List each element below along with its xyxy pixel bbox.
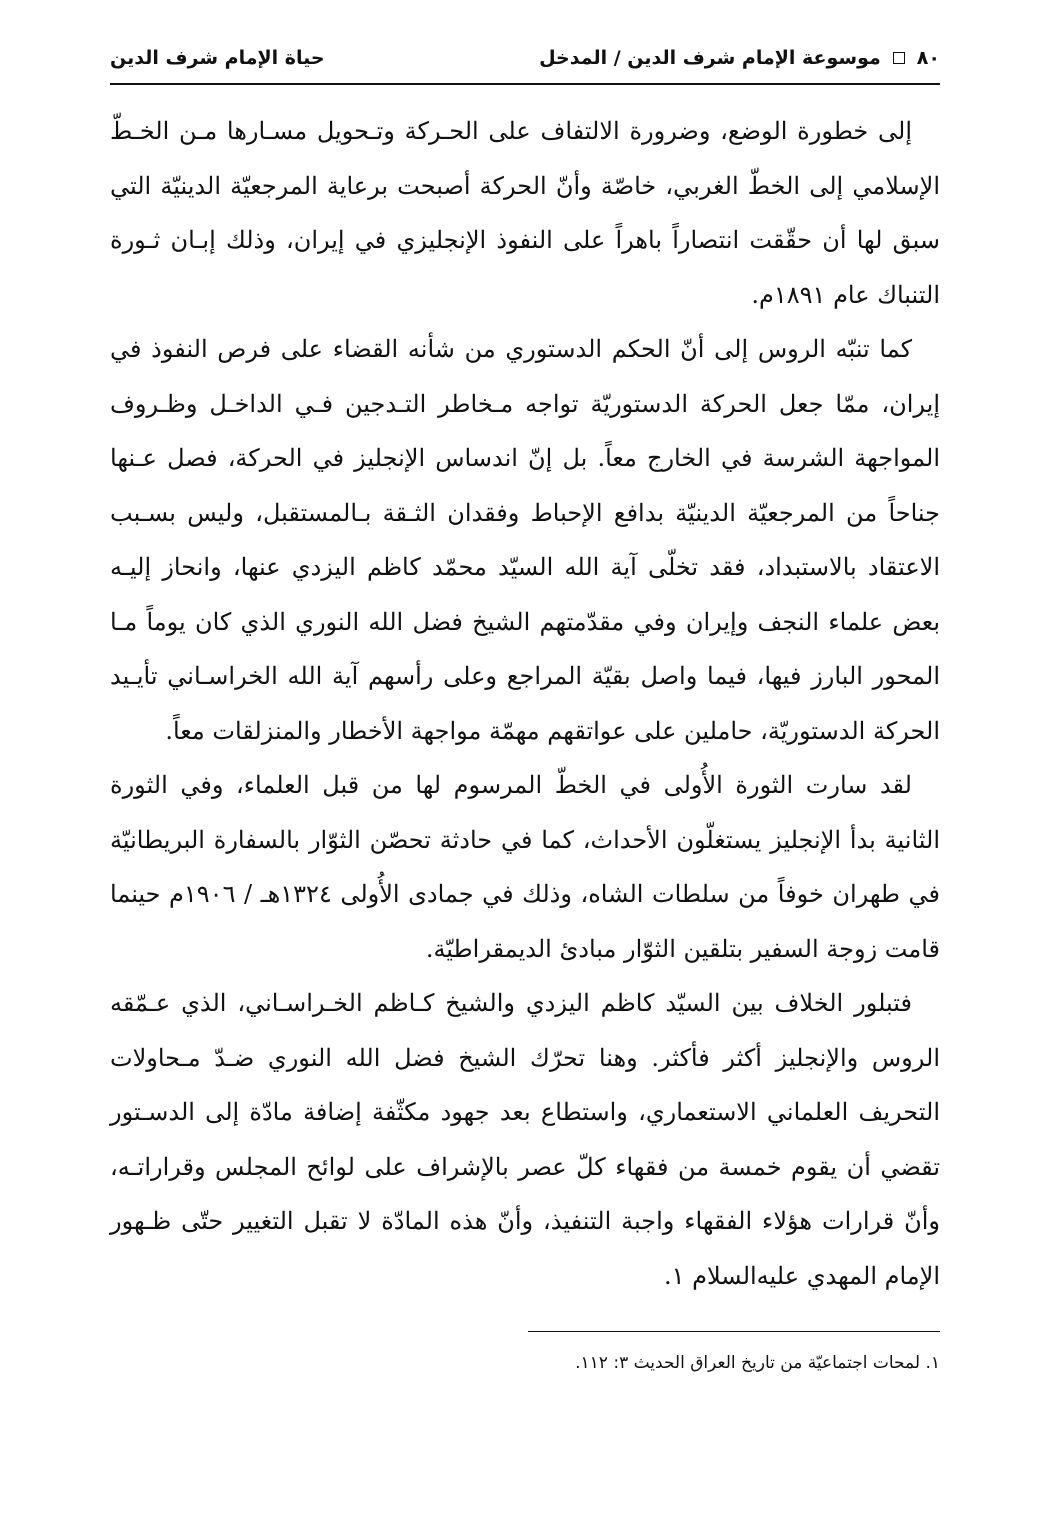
square-separator-icon bbox=[893, 52, 905, 64]
paragraph: لقد سارت الثورة الأُولى في الخطّ المرسوم لها من قبل العلماء، وفي الثورة الثانية بدأ الإنجليز يستغلّون الأحداث، كما في حادثة تحصّن الثوّار بالسفارة البريطانيّة في طهران خوفاً من سلطات الشاه، وذلك في جمادى الأُولى ١٣٢٤هـ / ١٩٠٦م حينما قامت زوجة السفير بتلقين الثوّار مبادئ الديمقراطيّة. bbox=[110, 771, 941, 963]
paragraph: إلى خطورة الوضع، وضرورة الالتفاف على الحـركة وتـحويل مسـارها مـن الخـطّ الإسلامي إلى الخطّ الغربي، خاصّة وأنّ الحركة أصبحت برعاية المرجعيّة الدينيّة التي سبق لها أن حقّقت انتصاراً باهراً على النفوذ الإنجليزي في إيران، وذلك إبـان ثـورة التنباك عام ١٨٩١م. bbox=[110, 117, 940, 309]
footnote-divider bbox=[528, 1331, 940, 1332]
running-header bbox=[110, 38, 940, 78]
main-text bbox=[110, 104, 940, 1303]
book-title: موسوعة الإمام شرف الدين / المدخل bbox=[539, 47, 881, 69]
footnote: ١. لمحات اجتماعيّة من تاريخ العراق الحديث ٣: ١١٢. bbox=[575, 1353, 940, 1373]
header-divider bbox=[110, 83, 940, 85]
header-book-info bbox=[539, 47, 940, 69]
section-title: حياة الإمام شرف الدين bbox=[110, 47, 325, 69]
page-number: ٨٠ bbox=[916, 47, 940, 69]
paragraph: فتبلور الخلاف بين السيّد كاظم اليزدي والشيخ كـاظم الخـراسـاني، الذي عـمّقه الروس والإنجليز أكثر فأكثر. وهنا تحرّك الشيخ فضل الله النوري ضـدّ مـحاولات التحريف العلماني الاستعماري، واستطاع بعد جهود مكثّفة إضافة مادّة إلى الدسـتور تقضي أن يقوم خمسة من فقهاء كلّ عصر بالإشراف على لوائح المجلس وقراراتـه، وأنّ قرارات هؤلاء الفقهاء واجبة التنفيذ، وأنّ هذه المادّة لا تقبل التغيير حتّى ظـهور الإمام المهدي عليه‌السلام ١. bbox=[110, 989, 940, 1290]
paragraph: كما تنبّه الروس إلى أنّ الحكم الدستوري من شأنه القضاء على فرص النفوذ في إيران، ممّا جعل الحركة الدستوريّة تواجه مـخاطر التـدجين فـي الداخـل وظـروف المواجهة الشرسة في الخارج معاً. بل إنّ اندساس الإنجليز في الحركة، فصل عـنها جناحاً من المرجعيّة الدينيّة بدافع الإحباط وفقدان الثـقة بـالمستقبل، وليس بسـبب الاعتقاد بالاستبداد، فقد تخلّى آية الله السيّد محمّد كاظم اليزدي عنها، وانحاز إليـه بعض علماء النجف وإيران وفي مقدّمتهم الشيخ فضل الله النوري الذي كان يوماً مـا المحور البارز فيها، فيما واصل بقيّة المراجع وعلى رأسهم آية الله الخراسـاني تأيـيد الحركة الدستوريّة، حاملين على عواتقهم مهمّة مواجهة الأخطار والمنزلقات معاً. bbox=[110, 335, 940, 745]
